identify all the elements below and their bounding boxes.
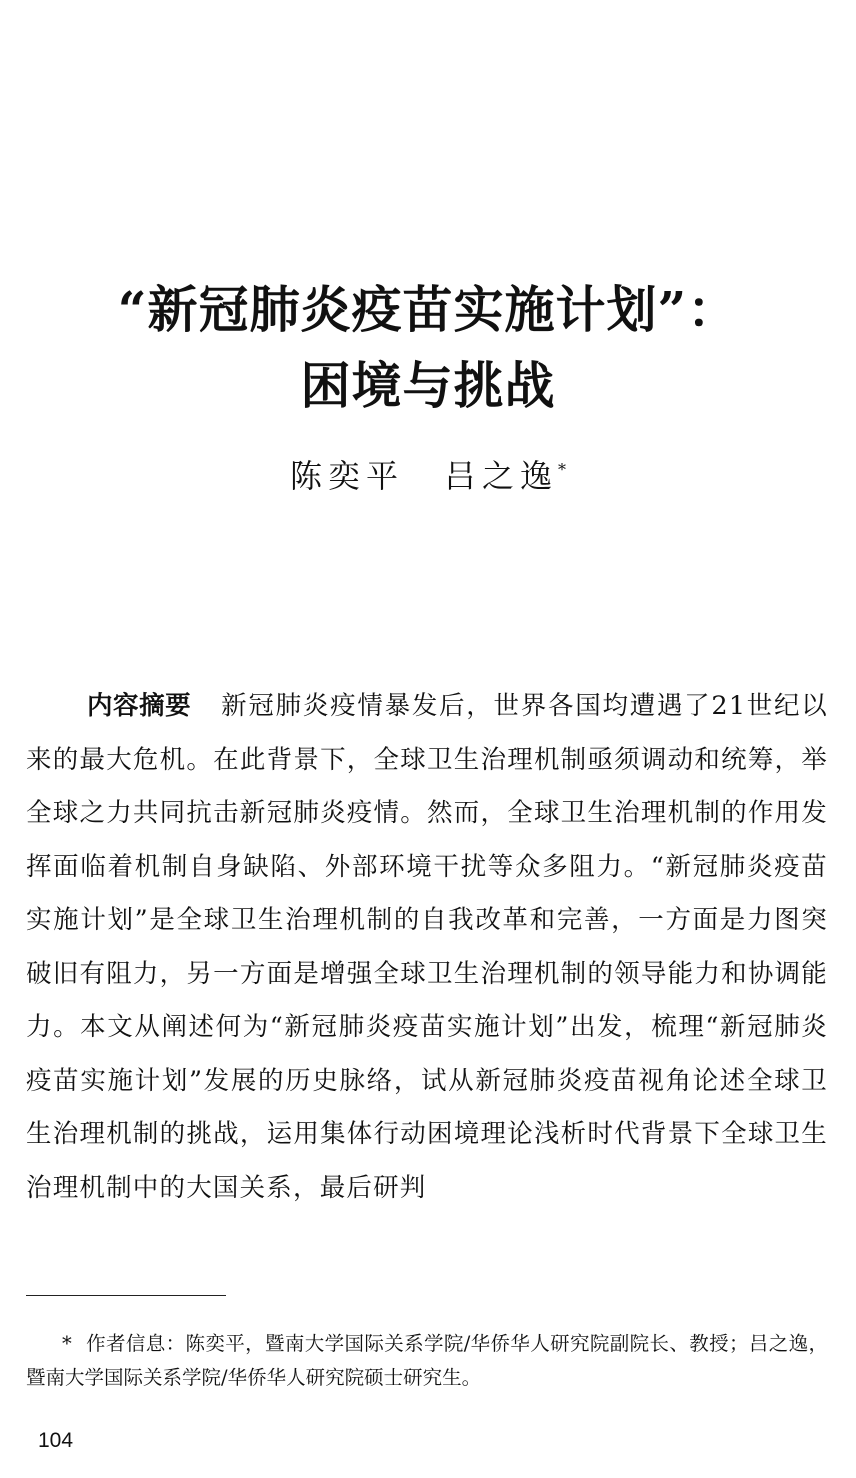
abstract-text: 新冠肺炎疫情暴发后，世界各国均遭遇了21世纪以来的最大危机。在此背景下，全球卫生治理机制亟须调动和统筹，举全球之力共同抗击新冠肺炎疫情。然而，全球卫生治理机制的作用发挥面临着机制自身缺陷、外部环境干扰等众多阻力。“新冠肺炎疫苗实施计划”是全球卫生治理机制的自我改革和完善，一方面是力图突破旧有阻力，另一方面是增强全球卫生治理机制的领导能力和协调能力。本文从阐述何为“新冠肺炎疫苗实施计划”出发，梳理“新冠肺炎疫苗实施计划”发展的历史脉络，试从新冠肺炎疫苗视角论述全球卫生治理机制的挑战，运用集体行动困境理论浅析时代背景下全球卫生治理机制中的大国关系，最后研判	[26, 691, 828, 1203]
abstract-paragraph	[26, 680, 828, 1215]
abstract-label: 内容摘要	[87, 691, 192, 721]
footnote-separator	[26, 1295, 226, 1296]
author-info-footnote	[26, 1327, 828, 1395]
footnote-mark: *	[62, 1332, 72, 1355]
article-title-line-2: 困境与挑战	[300, 356, 556, 415]
page-number: 104	[38, 1429, 74, 1452]
article-title	[0, 272, 856, 424]
footnote-text: 作者信息：陈奕平，暨南大学国际关系学院/华侨华人研究院副院长、教授；吕之逸，暨南大学国际关系学院/华侨华人研究院硕士研究生。	[26, 1332, 828, 1389]
author-name-1: 陈奕平	[289, 457, 404, 495]
author-footnote-mark: *	[558, 460, 567, 479]
author-name-2: 吕之逸	[444, 457, 559, 495]
article-authors	[0, 452, 856, 500]
article-title-line-1: “新冠肺炎疫苗实施计划”：	[117, 280, 739, 339]
